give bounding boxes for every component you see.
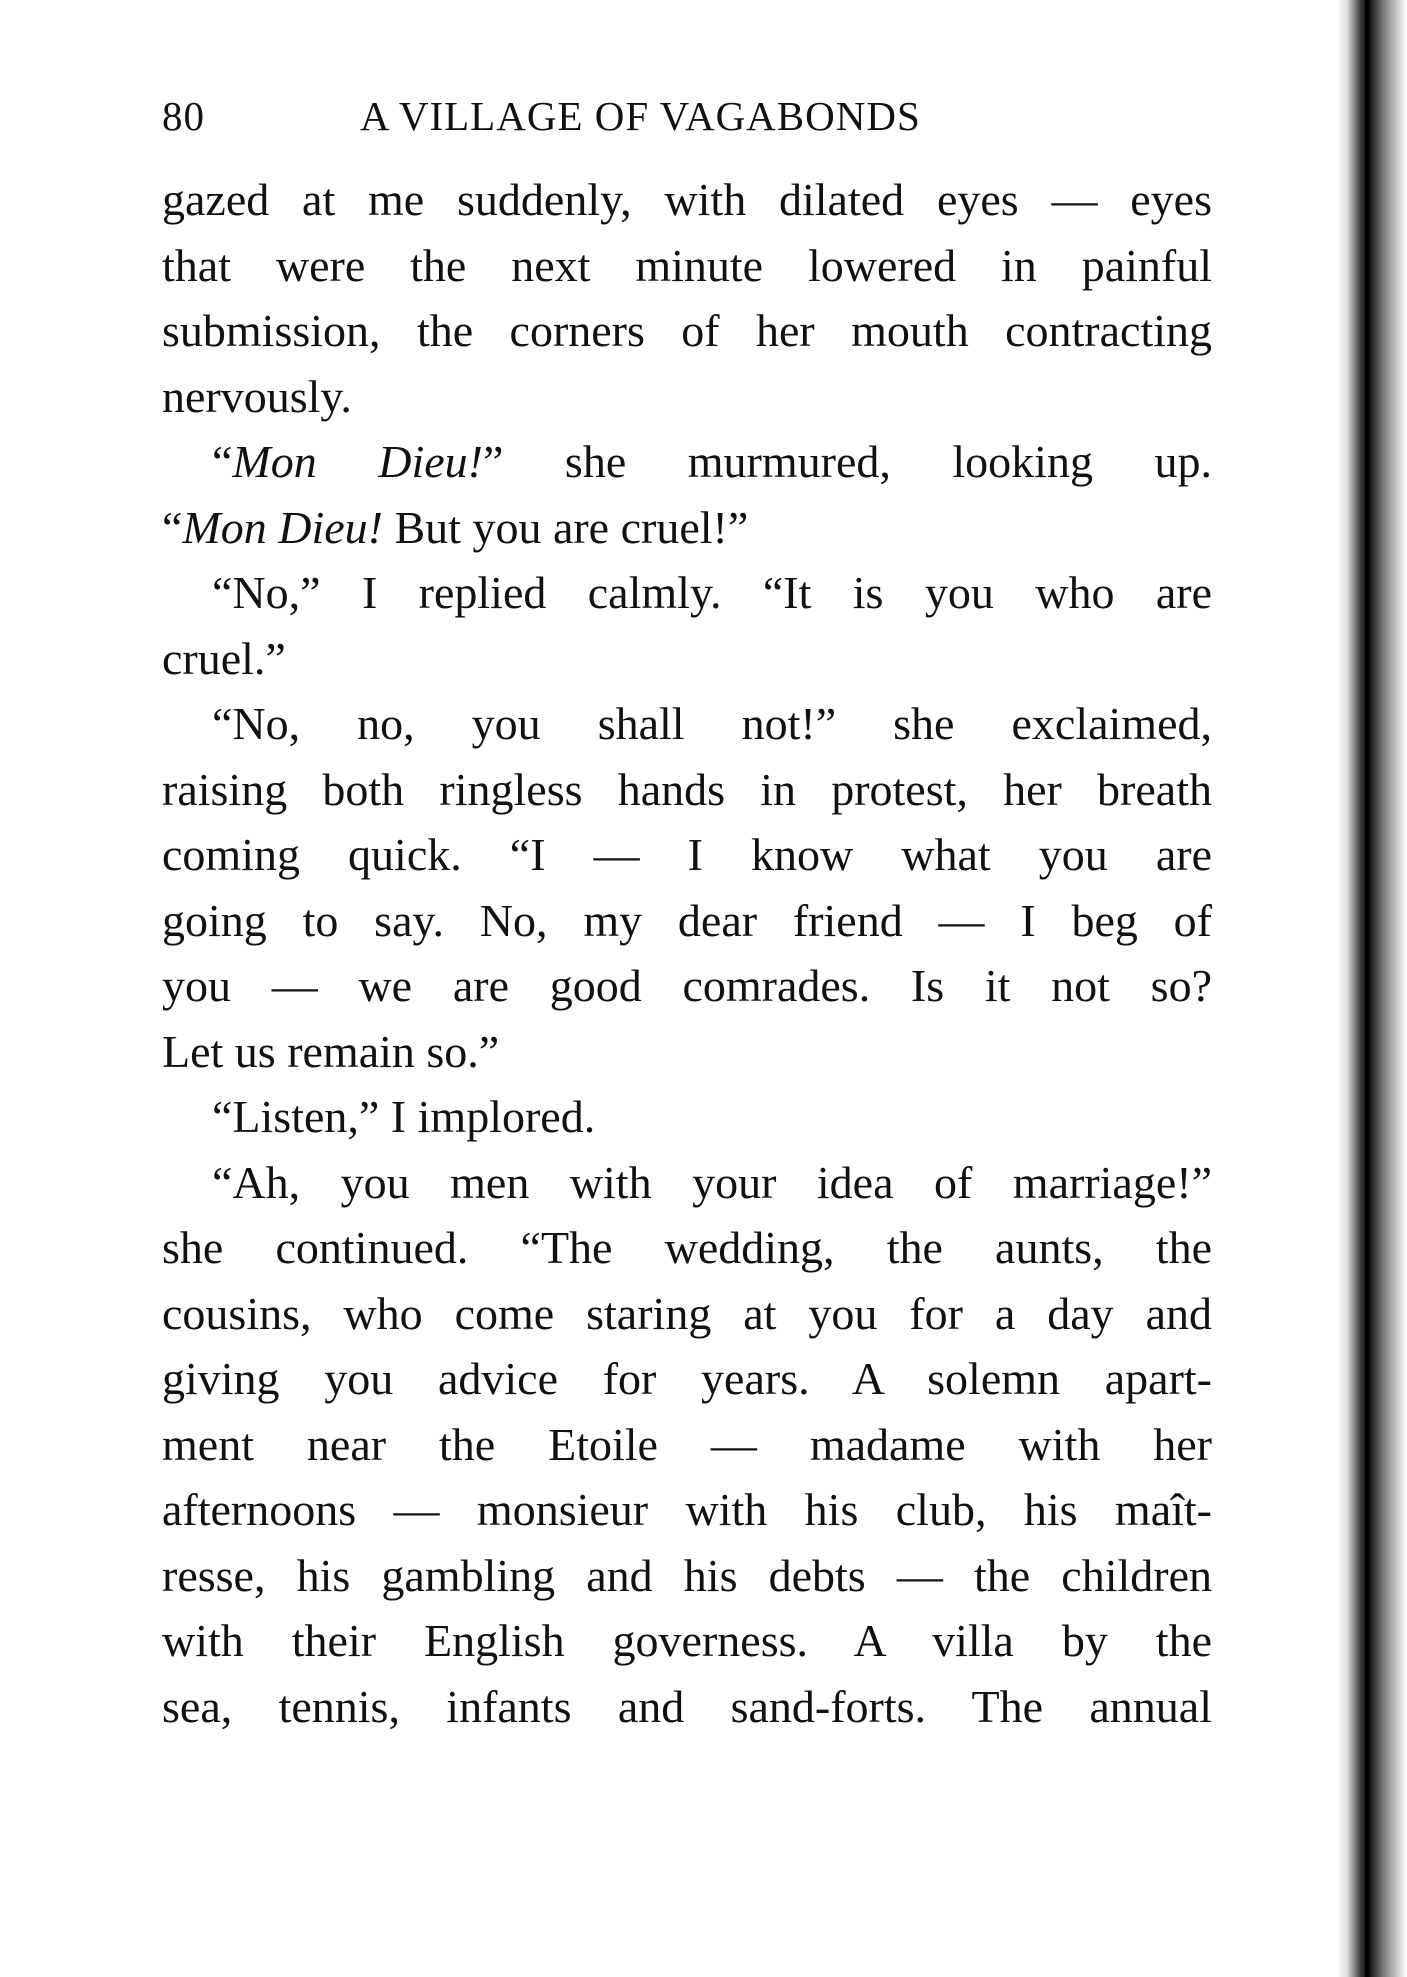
italic-phrase: Mon Dieu! xyxy=(182,501,383,553)
page-gutter-edge xyxy=(1365,0,1369,1977)
text-line: coming quick. “I — I know what you are xyxy=(162,829,1212,880)
running-head xyxy=(162,92,1212,152)
text-line: “Listen,” I implored. xyxy=(212,1091,596,1142)
text-line: afternoons — monsieur with his club, his maît- xyxy=(162,1484,1212,1535)
text-line: resse, his gambling and his debts — the children xyxy=(162,1549,1212,1601)
text-line: cruel.” xyxy=(162,632,286,684)
text-line: “No, no, you shall not!” she exclaimed, xyxy=(212,698,1212,749)
page-gutter-shadow xyxy=(1337,0,1407,1977)
text-line: going to say. No, my dear friend — I beg of xyxy=(162,894,1212,946)
text-line: “No,” I replied calmly. “It is you who are xyxy=(212,567,1212,618)
text-line: submission, the corners of her mouth contracting xyxy=(162,305,1212,356)
text-line: that were the next minute lowered in painful xyxy=(162,239,1212,291)
text-line: “Mon Dieu! But you are cruel!” xyxy=(162,501,749,553)
text-line: “Ah, you men with your idea of marriage!” xyxy=(212,1156,1212,1208)
text-line: Let us remain so.” xyxy=(162,1025,500,1077)
text-line: nervously. xyxy=(162,370,352,422)
text-line: cousins, who come staring at you for a day and xyxy=(162,1287,1212,1339)
text-line: giving you advice for years. A solemn apart- xyxy=(162,1353,1212,1404)
text-line: gazed at me suddenly, with dilated eyes — eyes xyxy=(162,174,1212,225)
text-line: sea, tennis, infants and sand-forts. The annual xyxy=(162,1680,1212,1732)
italic-phrase: Mon Dieu! xyxy=(232,436,483,487)
text-line: ment near the Etoile — madame with her xyxy=(162,1418,1212,1470)
running-title: A VILLAGE OF VAGABONDS xyxy=(360,93,921,139)
text-line: she continued. “The wedding, the aunts, the xyxy=(162,1222,1212,1273)
text-line: you — we are good comrades. Is it not so? xyxy=(162,960,1212,1011)
text-line: raising both ringless hands in protest, her breath xyxy=(162,763,1212,815)
text-line: “Mon Dieu!” she murmured, looking up. xyxy=(212,436,1212,487)
body-text xyxy=(162,167,1212,1739)
page-number: 80 xyxy=(162,93,205,139)
text-line: with their English governess. A villa by the xyxy=(162,1615,1212,1666)
